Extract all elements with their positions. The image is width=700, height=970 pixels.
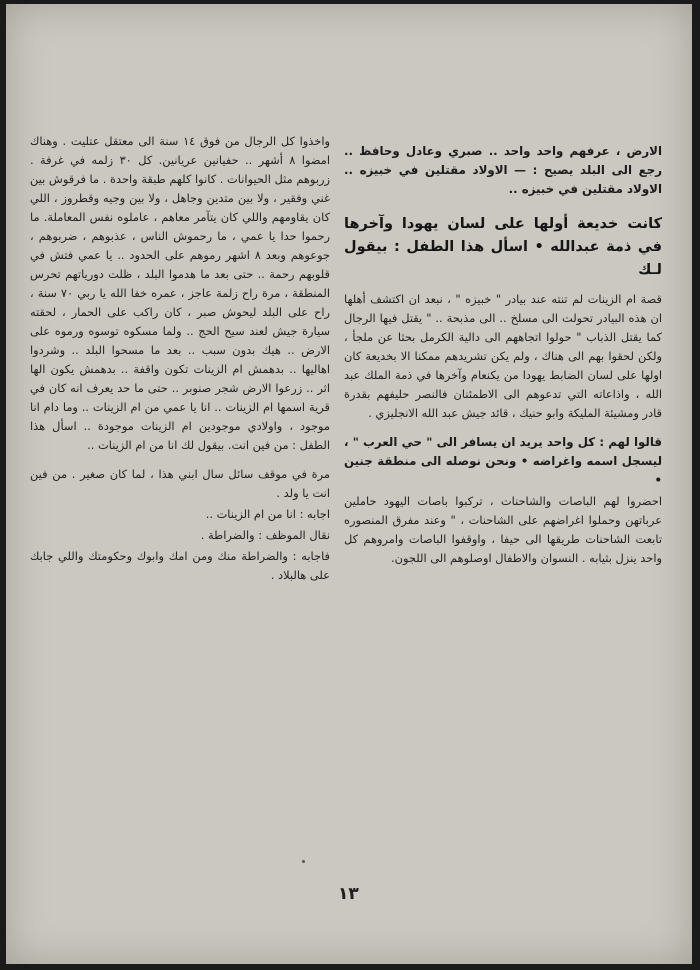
bold-quote-paragraph: قالوا لهم : كل واحد يريد ان يسافر الى " حي العرب " ، ليسجل اسمه واغراضه • ونحن نوصله الى منطقة جنين • — [344, 435, 662, 487]
left-column — [30, 132, 330, 587]
body-paragraph: احضروا لهم الباصات والشاحنات ، تركبوا باصات اليهود حاملين عرباتهن وحملوا اغراضهم على الشاحنات ، " وعند مفرق المنصوره تابعت الشاحنات طريقها الى حيفا ، واوقفوا الباصات وامروهم كل واحد ينزل بثيابه . النسوان والاطفال اوصلوهم الى اللجون. — [344, 494, 662, 565]
article-heading: كانت خديعة أولها على لسان يهودا وآخرها في ذمة عبدالله • اسأل هذا الطفل : بيقول لـك — [344, 216, 662, 278]
body-paragraph: واخذوا كل الرجال من فوق ١٤ سنة الى معتقل عتليت . وهناك امضوا ٨ أشهر .. حفيانين عريانين. كل ٣٠ زلمه في غرفة . زربوهم مثل الحيوانات . كانوا كلهم طبقة واحدة . ما فرقوش بين غني وفقير ، ولا بين متدين وجاهل ، ولا بين وجيه وقطروز ، اللي كان يقاومهم واللي كان يتآمر معاهم ، عاملوه نفس المعاملة. ما رحموا حدا يا عمي ، ما رحموش الناس ، عذبوهم ، ضربوهم ، جوعوهم وبعد ٨ اشهر رموهم على الحدود .. يا عمي فتش في قلوبهم رحمة .. حتى بعد ما هدموا البلد ، ظلت دورياتهم تحرس المنطقة ، مرة راح زلمة عاجز ، عمره خفا الله يا ربي ٧٠ سنة ، راح على البلد ليحوش صبر ، كان راكب على الحمار ، لحقته سيارة جيش لعند سيح الحج .. ولما مسكوه توسوه ورموه على الارض .. هيك بدون سبب .. بعد ما مسحوا البلد .. وشردوا اهاليها .. بدهمش ام الزينات تكون واقفة .. بدهمش يكون الها اثر .. زرعوا الارض شجر صنوبر .. حتى ما حد يعرف انه كان في قرية اسمها ام الزينات .. انا يا عمي من ام الزينات .. وما دام انا موجود ، واولادي موجودين ام الزينات موجودة .. اسأل هذا الطفل : من فين انت. بيقول لك انا من ام الزينات .. — [30, 134, 331, 452]
right-column — [344, 142, 662, 570]
page-number: ١٣ — [338, 884, 359, 904]
body-paragraph: مرة في موقف سائل سال ابني هذا ، لما كان صغير . من فين انت يا ولد . — [30, 467, 330, 500]
dialogue-line: فاجابه : والضراطة منك ومن امك وابوك وحكومتك واللي جابك على هالبلاد . — [30, 549, 330, 582]
dialogue-line: نقال الموظف : والضراطة . — [200, 528, 330, 542]
body-paragraph: قصة ام الزينات لم تنته عند بيادر " خبيزه " ، نبعد ان اكتشف أهلها ان هذه البيادر تحولت الى مسلخ .. الى مذبحة .. " يقتل فيها الرجال كما يقتل الذباب " حولوا اتجاههم الى دالية الكرمل بحثا عن ملجأ ، ولكن لحقوا بهم الى هناك ، ولم يكن تشريدهم ممكنا الا بخديعة كان اولها على لسان الضابط يهودا من يكنعام وآخرها في ذمة الملك عبد الله ، واذاعاته التي تدعوهم الى الاطمئنان فالنصر حليفهم بقدرة قادر ومشيئة المليكة وابو حنيك ، قائد جيش عبد الله الانجليزي . — [344, 292, 662, 420]
intro-paragraph: الارض ، عرفهم واحد واحد .. صبري وعادل وحافظ .. رجع الى البلد يصيح : — الاولاد مقتلين في خبيزه .. الاولاد مقتلين في خبيزه .. — [344, 144, 662, 196]
ink-speck — [302, 860, 305, 863]
magazine-page — [6, 4, 692, 964]
dialogue-line: اجابه : انا من ام الزينات .. — [205, 507, 330, 521]
